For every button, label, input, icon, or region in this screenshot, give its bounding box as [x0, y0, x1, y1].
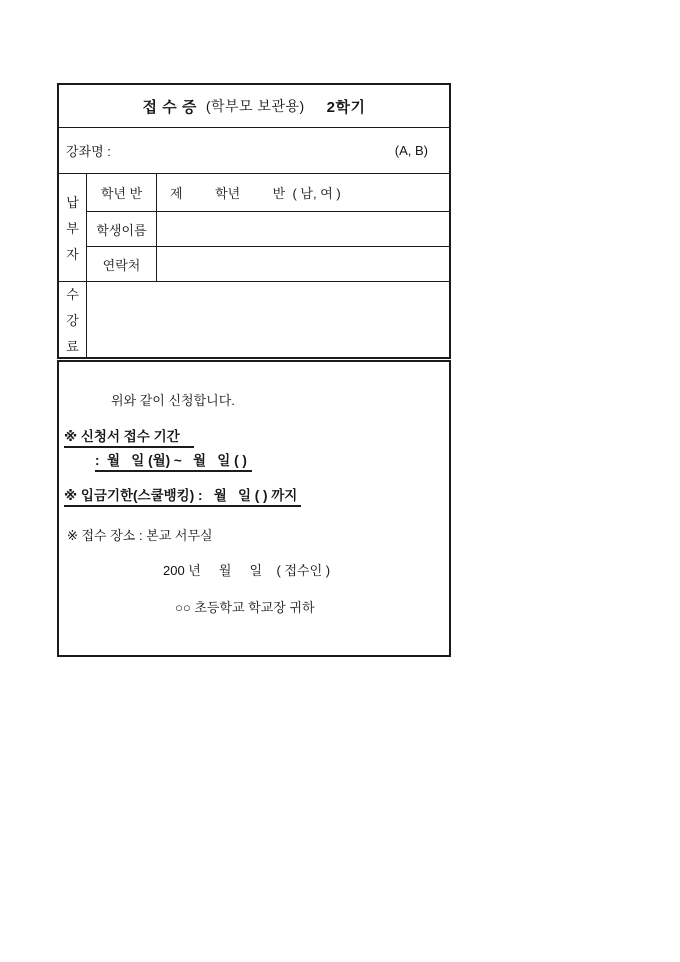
contact-field: [157, 246, 449, 281]
form-title-note: (학부모 보관용): [205, 98, 305, 114]
grade-class-field-text: 제 학년 반 ( 남, 여 ): [170, 186, 341, 201]
grade-class-label: [87, 174, 157, 211]
payer-section: [59, 173, 449, 281]
semester-label: 2학기: [326, 98, 366, 116]
reception-place: ※ 접수 장소 : 본교 서무실: [67, 528, 213, 543]
payer-char-3: 자: [66, 247, 79, 262]
fee-char-1: 수: [66, 287, 79, 302]
fee-group-label: [59, 282, 87, 357]
date-line: 200 년 월 일 ( 접수인 ): [163, 563, 331, 578]
student-name-label-text: 학생이름: [96, 222, 147, 238]
fee-section: [59, 281, 449, 357]
apply-statement: 위와 같이 신청합니다.: [111, 393, 235, 408]
payer-group-label: [59, 174, 87, 281]
student-name-field: [157, 211, 449, 246]
fee-char-3: 료: [66, 339, 79, 354]
form-title: 접 수 증: [142, 98, 197, 116]
deposit-deadline: ※ 입금기한(스쿨뱅킹) : 월 일 ( ) 까지: [64, 488, 301, 507]
payer-char-1: 납: [66, 195, 79, 210]
receipt-table: [57, 83, 451, 359]
application-period-detail: : 월 일 (월) ~ 월 일 ( ): [95, 453, 252, 472]
course-class-options: (A, B): [394, 143, 428, 158]
course-name-row: [59, 127, 449, 173]
recipient-line: ○○ 초등학교 학교장 귀하: [175, 600, 315, 615]
notice-box: [57, 360, 451, 657]
grade-class-label-text: 학년 반: [100, 186, 143, 201]
student-name-label: [87, 211, 157, 246]
course-name-label: 강좌명 :: [66, 144, 111, 159]
fee-field: [87, 282, 449, 357]
contact-label: [87, 246, 157, 281]
fee-char-2: 강: [66, 313, 79, 328]
contact-label-text: 연락처: [102, 257, 141, 273]
form-title-row: [59, 85, 449, 127]
payer-char-2: 부: [66, 221, 79, 236]
grade-class-field: [157, 174, 449, 211]
application-period-title: ※ 신청서 접수 기간: [64, 429, 194, 448]
